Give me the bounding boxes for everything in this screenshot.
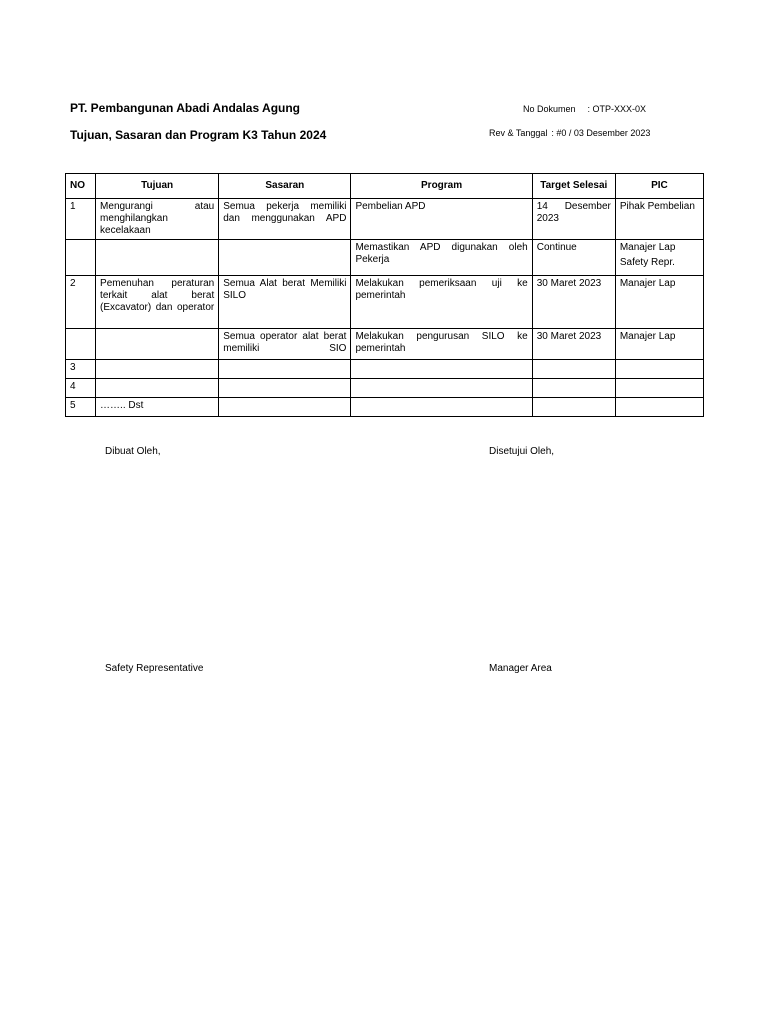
rev-label: Rev & Tanggal (489, 128, 548, 138)
k3-program-table (65, 173, 704, 417)
cell-no: 2 (66, 276, 96, 329)
cell-target: 30 Maret 2023 (532, 276, 615, 329)
cell-sasaran (219, 379, 351, 398)
cell-pic (615, 240, 703, 276)
cell-target: 30 Maret 2023 (532, 329, 615, 360)
cell-sasaran: Semua pekerja memiliki dan menggunakan APD (219, 199, 351, 240)
cell-program (351, 398, 532, 417)
cell-no (66, 329, 96, 360)
rev-value: : #0 / 03 Desember 2023 (551, 128, 651, 138)
cell-sasaran (219, 360, 351, 379)
cell-pic (615, 329, 703, 360)
cell-program (351, 379, 532, 398)
cell-sasaran: Semua Alat berat Memiliki SILO (219, 276, 351, 329)
cell-target (532, 379, 615, 398)
made-by-role: Safety Representative (105, 663, 204, 674)
table-header-row (66, 174, 704, 199)
cell-tujuan: Pemenuhan peraturan terkait alat berat (Excavator) dan operator (96, 276, 219, 329)
doc-number-label: No Dokumen (523, 104, 576, 114)
cell-no: 3 (66, 360, 96, 379)
table-row (66, 329, 704, 360)
cell-program: Melakukan pemeriksaan uji ke pemerintah (351, 276, 532, 329)
cell-pic (615, 379, 703, 398)
cell-program: Melakukan pengurusan SILO ke pemerintah (351, 329, 532, 360)
cell-tujuan (96, 360, 219, 379)
cell-no: 4 (66, 379, 96, 398)
pic-line: Manajer Lap (619, 242, 676, 253)
cell-no: 1 (66, 199, 96, 240)
pic-line: Pihak Pembelian (619, 201, 695, 212)
column-header-target: Target Selesai (532, 174, 615, 199)
cell-program: Pembelian APD (351, 199, 532, 240)
pic-line: Safety Repr. (619, 257, 675, 268)
cell-tujuan: …….. Dst (96, 398, 219, 417)
column-header-sasaran: Sasaran (219, 174, 351, 199)
approved-by-label: Disetujui Oleh, (489, 446, 555, 457)
cell-program: Memastikan APD digunakan oleh Pekerja (351, 240, 532, 276)
cell-target: Continue (532, 240, 615, 276)
column-header-no: NO (66, 174, 96, 199)
table-row (66, 276, 704, 329)
table-row (66, 240, 704, 276)
doc-number-value: : OTP-XXX-0X (587, 104, 647, 114)
revision-date (489, 128, 650, 138)
cell-target: 14 Desember 2023 (532, 199, 615, 240)
cell-sasaran (219, 240, 351, 276)
pic-line: Manajer Lap (619, 331, 676, 342)
cell-tujuan: Mengurangi atau menghilangkan kecelakaan (96, 199, 219, 240)
cell-no: 5 (66, 398, 96, 417)
approved-by-role: Manager Area (489, 663, 552, 674)
cell-tujuan (96, 329, 219, 360)
cell-pic (615, 199, 703, 240)
cell-target (532, 360, 615, 379)
cell-sasaran (219, 398, 351, 417)
cell-pic (615, 360, 703, 379)
made-by-label: Dibuat Oleh, (105, 446, 161, 457)
column-header-program: Program (351, 174, 532, 199)
pic-line: Manajer Lap (619, 278, 676, 289)
cell-no (66, 240, 96, 276)
cell-program (351, 360, 532, 379)
table-row (66, 398, 704, 417)
document-title: Tujuan, Sasaran dan Program K3 Tahun 2024 (70, 128, 327, 142)
cell-sasaran: Semua operator alat berat memiliki SIO (219, 329, 351, 360)
cell-tujuan (96, 379, 219, 398)
cell-tujuan (96, 240, 219, 276)
cell-target (532, 398, 615, 417)
table-row (66, 199, 704, 240)
column-header-pic: PIC (615, 174, 703, 199)
document-number (523, 104, 646, 114)
cell-pic (615, 398, 703, 417)
table-row (66, 360, 704, 379)
company-name: PT. Pembangunan Abadi Andalas Agung (70, 101, 301, 115)
column-header-tujuan: Tujuan (96, 174, 219, 199)
table-row (66, 379, 704, 398)
cell-pic (615, 276, 703, 329)
